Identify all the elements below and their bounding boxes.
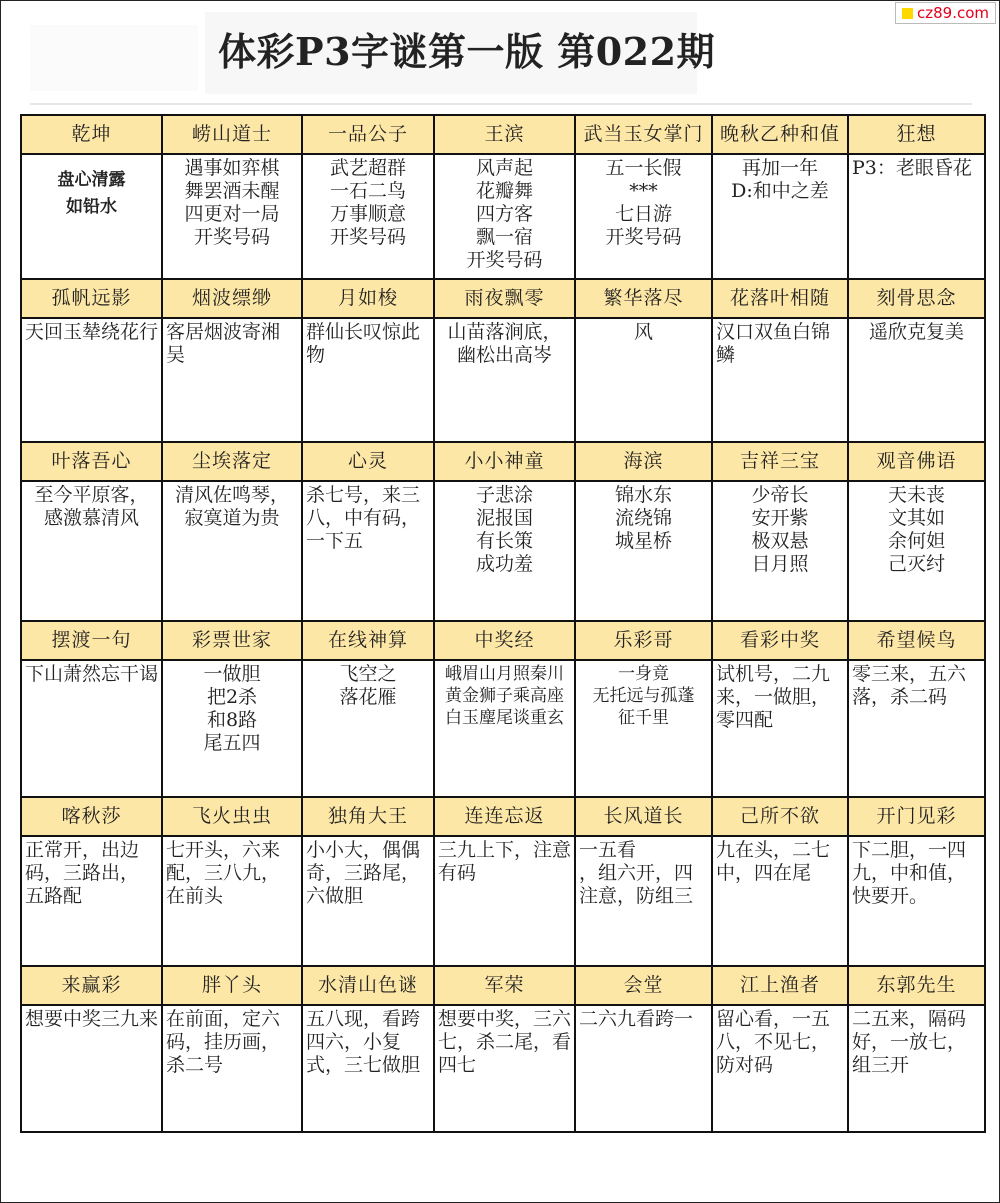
riddle-cell — [434, 481, 575, 621]
riddle-cell — [434, 154, 575, 279]
riddle-text: 一五看 ，组六开，四注意，防组三 — [579, 839, 694, 907]
author-header: 乾坤 — [21, 115, 162, 154]
riddle-cell — [21, 154, 162, 279]
riddle-text: 下二胆，一四九，中和值， 快要开。 — [852, 839, 967, 907]
riddle-cell — [302, 481, 434, 621]
riddle-text: 九在头，二七中，四在尾 — [716, 839, 831, 884]
riddle-text: 正常开，出边码，三路出， 五路配 — [25, 839, 140, 907]
riddle-cell — [575, 1005, 712, 1132]
riddle-text: 风声起 花瓣舞 四方客 飘一宿 开奖号码 — [466, 157, 543, 271]
author-header: 烟波缥缈 — [162, 279, 302, 318]
author-header: 江上渔者 — [712, 966, 848, 1005]
riddle-cell — [848, 318, 985, 442]
riddle-text: 峨眉山月照秦川 黄金狮子乘高座 白玉麈尾谈重玄 — [445, 664, 564, 728]
riddle-text: 七开头，六来配，三八九， 在前头 — [166, 839, 281, 907]
author-header: 中奖经 — [434, 621, 575, 660]
header-row — [21, 621, 985, 660]
square-icon — [902, 8, 913, 19]
author-header: 己所不欲 — [712, 797, 848, 836]
header-row — [21, 966, 985, 1005]
riddle-text: 武艺超群 一石二鸟 万事顺意 开奖号码 — [329, 157, 406, 248]
title-divider — [30, 103, 972, 105]
riddle-text: 至今平原客， 感激慕清风 — [34, 484, 149, 529]
author-header: 飞火虫虫 — [162, 797, 302, 836]
riddle-cell — [575, 154, 712, 279]
riddle-text: 下山萧然忘干谒 — [25, 663, 159, 685]
title-left-band — [30, 25, 198, 91]
author-header: 武当玉女掌门 — [575, 115, 712, 154]
riddle-text: 试机号，二九来，一做胆， 零四配 — [716, 663, 831, 731]
riddle-text: 风 — [633, 321, 653, 343]
riddle-text: 群仙长叹惊此物 — [306, 321, 421, 366]
riddle-row — [21, 836, 985, 966]
riddle-row — [21, 154, 985, 279]
author-header: 一品公子 — [302, 115, 434, 154]
riddle-cell — [302, 1005, 434, 1132]
riddle-text: 留心看，一五八，不见七， 防对码 — [716, 1008, 831, 1076]
site-badge-text: cz89.com — [916, 4, 989, 22]
author-header: 雨夜飘零 — [434, 279, 575, 318]
author-header: 晚秋乙种和值 — [712, 115, 848, 154]
author-header: 东郭先生 — [848, 966, 985, 1005]
author-header: 花落叶相随 — [712, 279, 848, 318]
riddle-cell — [302, 836, 434, 966]
riddle-text: 一身竟 无托远与孤蓬 征千里 — [592, 664, 695, 728]
riddle-text: 少帝长 安开紫 极双悬 日月照 — [751, 484, 809, 575]
riddle-text: 二五来，隔码好，一放七， 组三开 — [852, 1008, 967, 1076]
author-header: 心灵 — [302, 442, 434, 481]
riddle-cell — [712, 836, 848, 966]
author-header: 叶落吾心 — [21, 442, 162, 481]
author-header: 崂山道士 — [162, 115, 302, 154]
header-row — [21, 797, 985, 836]
author-header: 摆渡一句 — [21, 621, 162, 660]
riddle-text: 一做胆 把2杀 和8路 尾五四 — [203, 663, 261, 754]
riddle-grid — [20, 114, 986, 1133]
riddle-text: 遇事如弈棋 舞罢酒未醒 四更对一局 开奖号码 — [184, 157, 280, 248]
riddle-cell — [21, 836, 162, 966]
riddle-cell — [848, 481, 985, 621]
riddle-cell — [302, 154, 434, 279]
riddle-cell — [712, 660, 848, 797]
riddle-text: 山苗落涧底， 幽松出高岑 — [447, 321, 562, 366]
author-header: 胖丫头 — [162, 966, 302, 1005]
riddle-cell — [434, 836, 575, 966]
riddle-row — [21, 481, 985, 621]
riddle-cell — [575, 318, 712, 442]
riddle-cell — [712, 481, 848, 621]
riddle-text: 天未丧 文其如 余何妲 己灭纣 — [887, 484, 945, 575]
riddle-cell — [848, 154, 985, 279]
riddle-text: 三九上下，注意有码 — [438, 839, 572, 884]
riddle-cell — [302, 660, 434, 797]
author-header: 乐彩哥 — [575, 621, 712, 660]
riddle-cell — [162, 1005, 302, 1132]
author-header: 孤帆远影 — [21, 279, 162, 318]
author-header: 连连忘返 — [434, 797, 575, 836]
author-header: 会堂 — [575, 966, 712, 1005]
riddle-text: 想要中奖三九来 — [25, 1008, 159, 1030]
author-header: 尘埃落定 — [162, 442, 302, 481]
riddle-text: 再加一年 D:和中之差 — [731, 157, 829, 202]
riddle-cell — [434, 318, 575, 442]
author-header: 希望候鸟 — [848, 621, 985, 660]
riddle-cell — [162, 154, 302, 279]
page-title: 体彩P3字谜第一版 第022期 — [218, 29, 716, 74]
riddle-text: 锦水东 流绕锦 城星桥 — [614, 484, 672, 552]
author-header: 吉祥三宝 — [712, 442, 848, 481]
riddle-cell — [575, 660, 712, 797]
header-row — [21, 279, 985, 318]
author-header: 王滨 — [434, 115, 575, 154]
riddle-text: 五一长假 *** 七日游 开奖号码 — [605, 157, 682, 248]
riddle-cell — [21, 481, 162, 621]
site-badge[interactable] — [895, 2, 996, 24]
riddle-text: 二六九看跨一 — [579, 1008, 694, 1030]
author-header: 军荣 — [434, 966, 575, 1005]
riddle-cell — [434, 1005, 575, 1132]
riddle-text: 在前面，定六码，挂历画， 杀二号 — [166, 1008, 281, 1076]
riddle-text: 盘心清露 如铅水 — [57, 170, 126, 217]
riddle-row — [21, 660, 985, 797]
author-header: 月如梭 — [302, 279, 434, 318]
riddle-cell — [434, 660, 575, 797]
author-header: 繁华落尽 — [575, 279, 712, 318]
riddle-text: 零三来，五六落，杀二码 — [852, 663, 967, 708]
riddle-cell — [712, 1005, 848, 1132]
riddle-row — [21, 318, 985, 442]
riddle-cell — [848, 1005, 985, 1132]
riddle-cell — [162, 318, 302, 442]
author-header: 刻骨思念 — [848, 279, 985, 318]
author-header: 观音佛语 — [848, 442, 985, 481]
riddle-cell — [162, 481, 302, 621]
riddle-cell — [712, 318, 848, 442]
author-header: 开门见彩 — [848, 797, 985, 836]
author-header: 狂想 — [848, 115, 985, 154]
header-row — [21, 442, 985, 481]
riddle-cell — [575, 836, 712, 966]
author-header: 海滨 — [575, 442, 712, 481]
riddle-cell — [848, 660, 985, 797]
riddle-text: 想要中奖，三六七，杀二尾，看四七 — [438, 1008, 572, 1076]
riddle-text: 飞空之 落花雁 — [339, 663, 397, 708]
riddle-cell — [712, 154, 848, 279]
riddle-text: 子悲涂 泥报国 有长策 成功羞 — [475, 484, 533, 575]
riddle-text: 小小大，偶偶奇，三路尾， 六做胆 — [306, 839, 421, 907]
author-header: 长风道长 — [575, 797, 712, 836]
riddle-text: 汉口双鱼白锦鳞 — [716, 321, 831, 366]
riddle-cell — [162, 836, 302, 966]
riddle-text: 杀七号，来三八，中有码， 一下五 — [306, 484, 421, 552]
riddle-text: 天回玉辇绕花行 — [25, 321, 159, 343]
riddle-cell — [21, 318, 162, 442]
header-row — [21, 115, 985, 154]
riddle-text: 遥欣克复美 — [868, 321, 964, 343]
riddle-text: 清风佐鸣琴， 寂寞道为贵 — [174, 484, 289, 529]
riddle-text: 五八现，看跨四六，小复式，三七做胆 — [306, 1008, 421, 1076]
author-header: 水清山色谜 — [302, 966, 434, 1005]
author-header: 彩票世家 — [162, 621, 302, 660]
riddle-cell — [848, 836, 985, 966]
riddle-cell — [162, 660, 302, 797]
riddle-cell — [575, 481, 712, 621]
riddle-text: P3：老眼昏花 — [852, 157, 972, 179]
author-header: 看彩中奖 — [712, 621, 848, 660]
author-header: 在线神算 — [302, 621, 434, 660]
riddle-cell — [21, 660, 162, 797]
riddle-cell — [21, 1005, 162, 1132]
author-header: 独角大王 — [302, 797, 434, 836]
riddle-cell — [302, 318, 434, 442]
riddle-text: 客居烟波寄湘吴 — [166, 321, 281, 366]
author-header: 喀秋莎 — [21, 797, 162, 836]
author-header: 来赢彩 — [21, 966, 162, 1005]
author-header: 小小神童 — [434, 442, 575, 481]
riddle-row — [21, 1005, 985, 1132]
